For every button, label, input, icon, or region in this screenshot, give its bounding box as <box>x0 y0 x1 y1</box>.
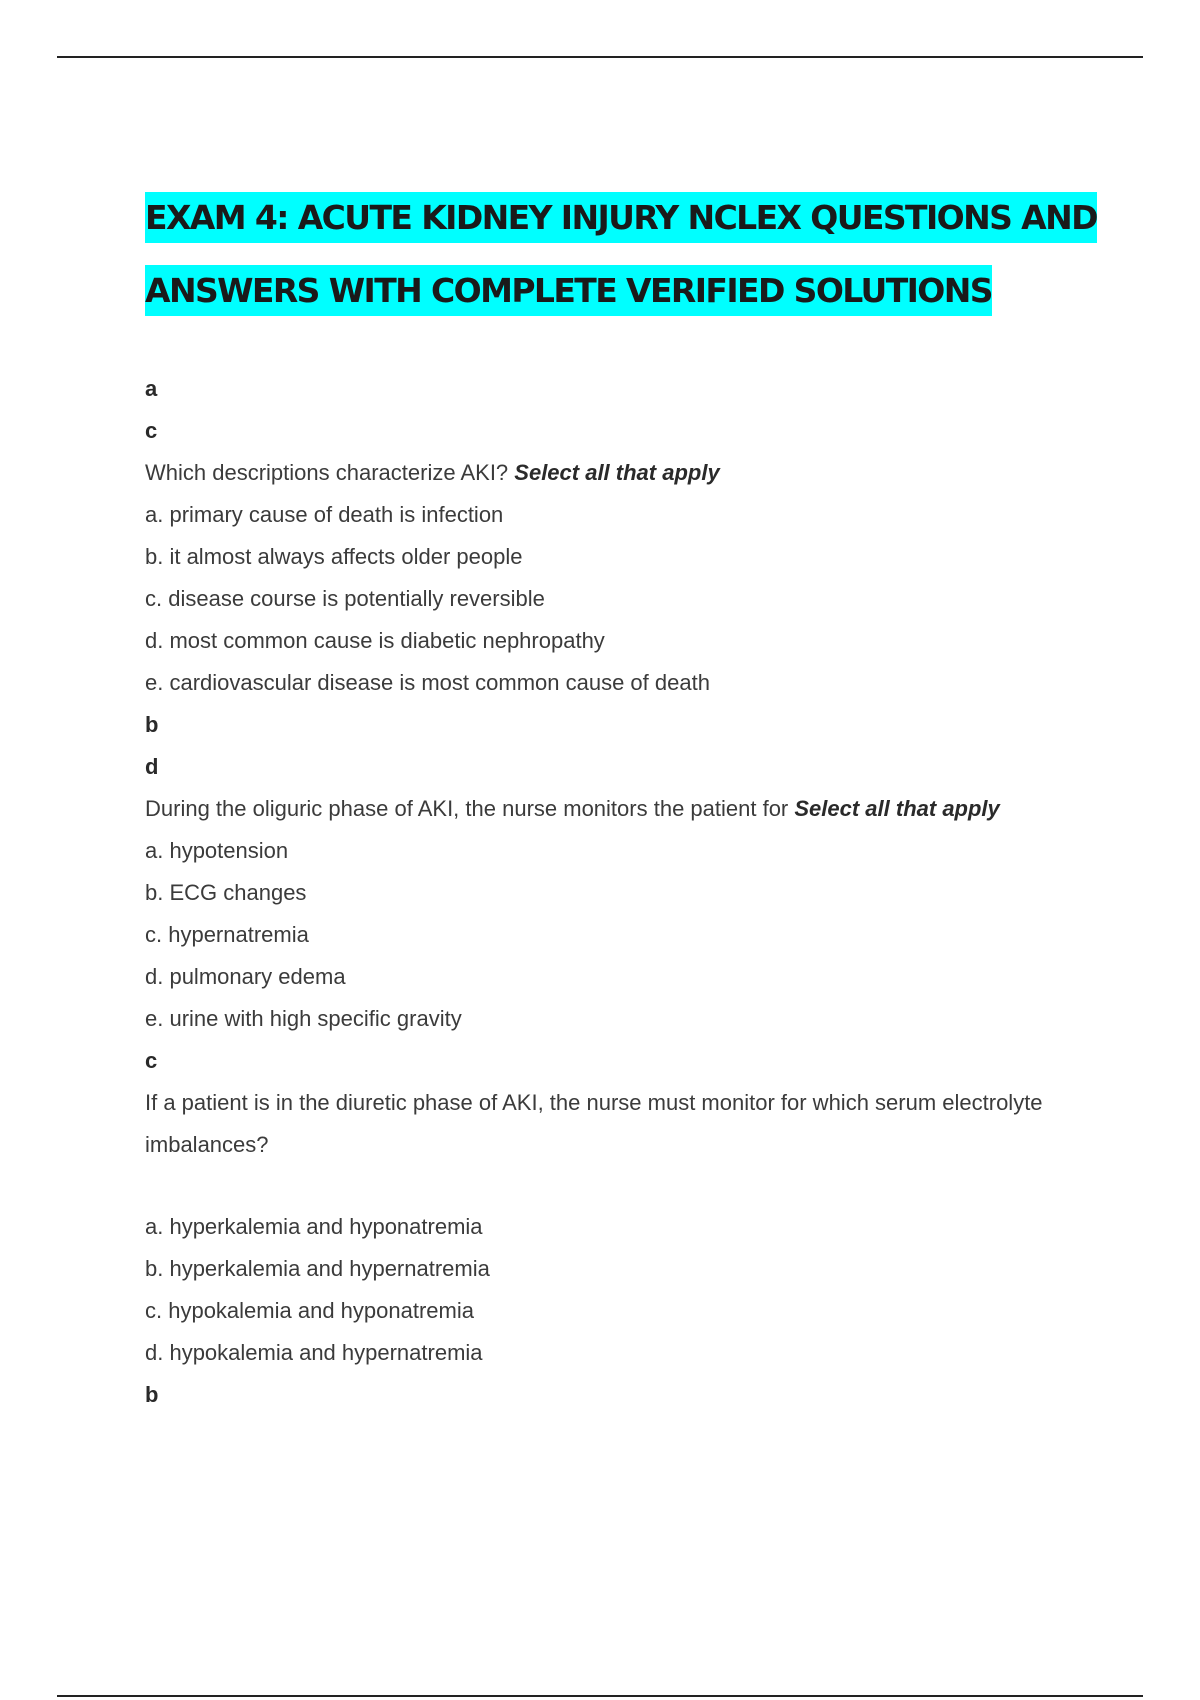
option: b. ECG changes <box>145 880 307 905</box>
option: e. cardiovascular disease is most common cause of death <box>145 670 710 695</box>
option: a. primary cause of death is infection <box>145 502 504 527</box>
question-1-instruction: Select all that apply <box>514 460 720 485</box>
header-rule <box>57 56 1143 58</box>
title-line-2: ANSWERS WITH COMPLETE VERIFIED SOLUTIONS <box>145 265 992 316</box>
answer-letter: d <box>145 754 159 779</box>
option: c. hypokalemia and hyponatremia <box>145 1298 474 1323</box>
question-1-text: Which descriptions characterize AKI? <box>145 460 515 485</box>
document-title <box>145 181 1145 327</box>
question-1 <box>145 452 1105 494</box>
answer-letter: c <box>145 1048 158 1073</box>
answer-letter: a <box>145 376 158 401</box>
option: a. hypotension <box>145 838 289 863</box>
option: b. hyperkalemia and hypernatremia <box>145 1256 490 1281</box>
option: d. pulmonary edema <box>145 964 346 989</box>
question-list <box>145 368 1105 1416</box>
option: d. most common cause is diabetic nephropathy <box>145 628 605 653</box>
answer-letter: c <box>145 418 158 443</box>
question-2 <box>145 788 1105 830</box>
option: d. hypokalemia and hypernatremia <box>145 1340 483 1365</box>
footer-rule <box>57 1695 1143 1697</box>
title-line-1: EXAM 4: ACUTE KIDNEY INJURY NCLEX QUESTIONS AND <box>145 192 1097 243</box>
question-2-text: During the oliguric phase of AKI, the nurse monitors the patient for <box>145 796 795 821</box>
question-3: If a patient is in the diuretic phase of AKI, the nurse must monitor for which serum electrolyte imbalances? <box>145 1090 1043 1157</box>
option: a. hyperkalemia and hyponatremia <box>145 1214 483 1239</box>
answer-letter: b <box>145 712 159 737</box>
option: c. disease course is potentially reversible <box>145 586 545 611</box>
answer-letter: b <box>145 1382 159 1407</box>
option: c. hypernatremia <box>145 922 309 947</box>
option: b. it almost always affects older people <box>145 544 523 569</box>
spacer <box>145 1166 1105 1206</box>
question-2-instruction: Select all that apply <box>794 796 1000 821</box>
option: e. urine with high specific gravity <box>145 1006 462 1031</box>
